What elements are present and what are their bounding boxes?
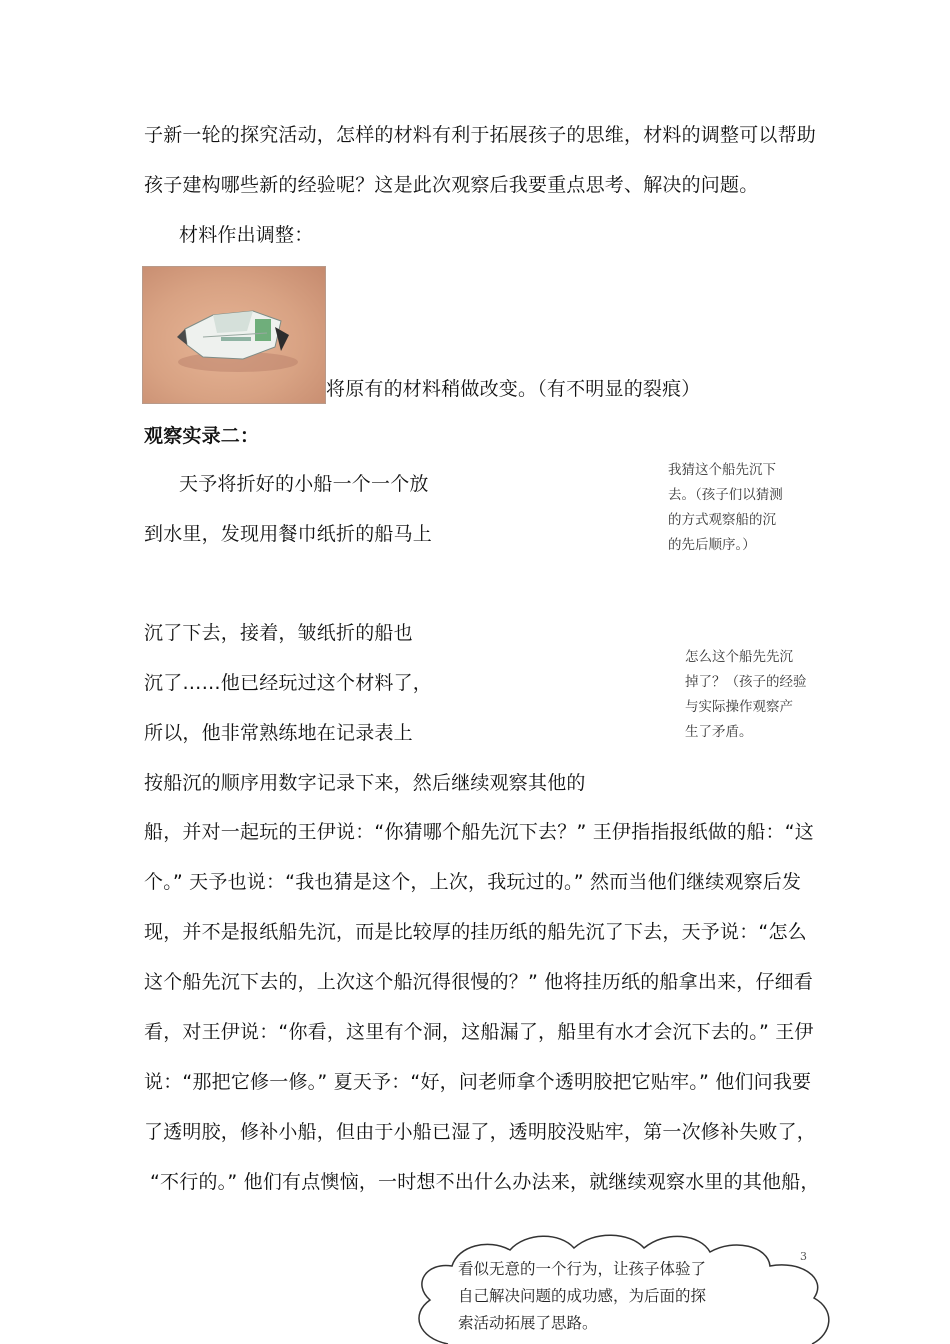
- note-line: 生了矛盾。: [685, 724, 753, 740]
- cloud-line: 索活动拓展了思路。: [458, 1314, 598, 1332]
- paragraph-line: 说：“那把它修一修。” 夏天予：“好，问老师拿个透明胶把它贴牢。” 他们问我要: [144, 1071, 812, 1093]
- image-caption: 将原有的材料稍做改变。（有不明显的裂痕）: [326, 378, 701, 400]
- paper-boat-photo: [142, 266, 326, 404]
- cloud-line: 看似无意的一个行为，让孩子体验了: [458, 1260, 707, 1278]
- paragraph-line: 沉了……他已经玩过这个材料了，: [144, 672, 433, 694]
- note-line: 掉了？（孩子的经验: [685, 674, 807, 690]
- paragraph-line: 了透明胶，修补小船，但由于小船已湿了，透明胶没贴牢，第一次修补失败了，: [144, 1121, 817, 1143]
- note-line: 与实际操作观察产: [685, 699, 793, 715]
- section-heading: 观察实录二：: [144, 425, 260, 447]
- paragraph-line: 看，对王伊说：“你看，这里有个洞，这船漏了，船里有水才会沉下去的。” 王伊: [144, 1021, 814, 1043]
- note-line: 去。（孩子们以猜测: [668, 487, 783, 503]
- paragraph-line: 孩子建构哪些新的经验呢？这是此次观察后我要重点思考、解决的问题。: [144, 174, 759, 196]
- paragraph-line: 这个船先沉下去的，上次这个船沉得很慢的？” 他将挂历纸的船拿出来，仔细看: [144, 971, 814, 993]
- paragraph-line: 船，并对一起玩的王伊说：“你猜哪个船先沉下去？” 王伊指指报纸做的船：“这: [144, 821, 814, 843]
- note-line: 的方式观察船的沉: [668, 512, 776, 528]
- note-line: 我猜这个船先沉下: [668, 462, 776, 478]
- paragraph-line: 子新一轮的探究活动，怎样的材料有利于拓展孩子的思维，材料的调整可以帮助: [144, 124, 817, 146]
- paragraph-line: 天予将折好的小船一个一个放: [179, 473, 429, 495]
- paper-boat-icon: [143, 267, 326, 404]
- margin-note: [668, 458, 783, 558]
- paragraph-line: 现，并不是报纸船先沉，而是比较厚的挂历纸的船先沉了下去，天予说：“怎么: [144, 921, 807, 943]
- cloud-line: 自己解决问题的成功感，为后面的探: [458, 1287, 707, 1305]
- note-line: 的先后顺序。）: [668, 537, 756, 553]
- paragraph-line: 个。” 天予也说：“我也猜是这个，上次，我玩过的。” 然而当他们继续观察后发: [144, 871, 802, 893]
- note-line: 怎么这个船先先沉: [685, 649, 793, 665]
- paragraph-line: 所以，他非常熟练地在记录表上: [144, 722, 413, 744]
- paragraph-line: 材料作出调整：: [179, 224, 314, 246]
- paragraph-line: 到水里，发现用餐巾纸折的船马上: [144, 523, 433, 545]
- cloud-callout-text: [458, 1256, 706, 1337]
- paragraph-line: 沉了下去，接着，皱纸折的船也: [144, 622, 413, 644]
- page-number: 3: [800, 1250, 807, 1263]
- paragraph-line: 按船沉的顺序用数字记录下来，然后继续观察其他的: [144, 772, 586, 794]
- paragraph-line: “不行的。” 他们有点懊恼，一时想不出什么办法来，就继续观察水里的其他船，: [150, 1171, 820, 1193]
- margin-note: [685, 645, 807, 745]
